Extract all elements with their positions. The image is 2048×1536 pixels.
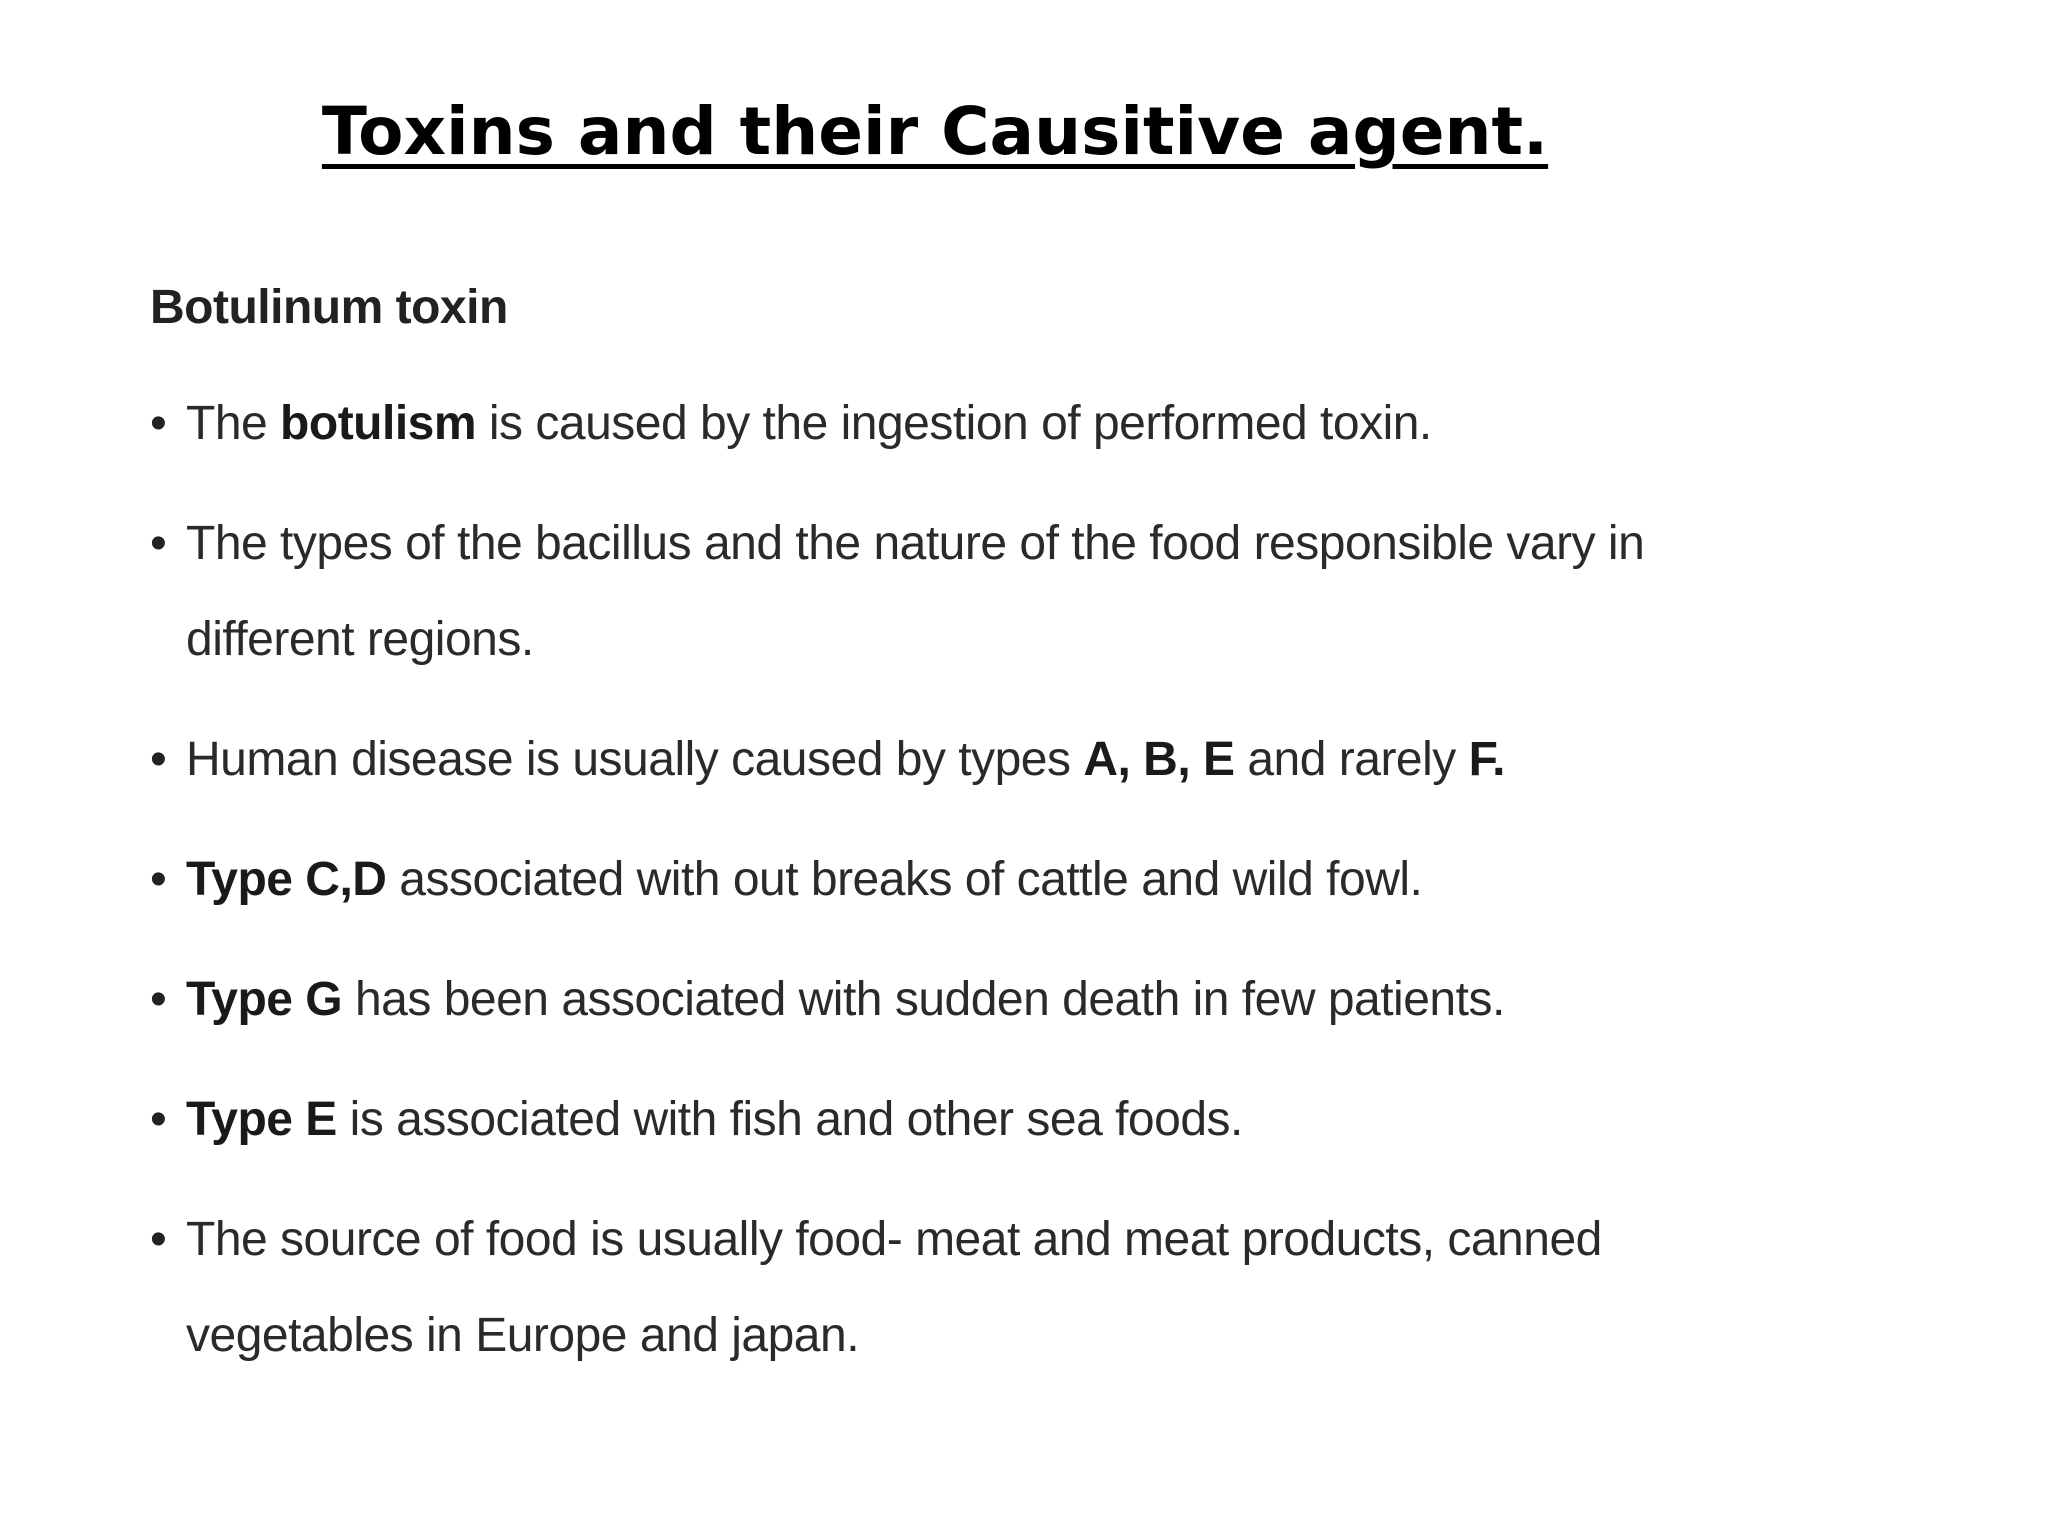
bullet-bold-text: A, B, E bbox=[1083, 733, 1235, 786]
bullet-item bbox=[150, 496, 1710, 688]
bullet-list bbox=[150, 376, 1710, 1384]
bullet-item bbox=[150, 952, 1710, 1048]
bullet-bold-text: Type E bbox=[186, 1093, 337, 1146]
slide-content bbox=[150, 270, 1710, 1408]
bullet-item bbox=[150, 1192, 1710, 1384]
bullet-item bbox=[150, 1072, 1710, 1168]
bullet-text: Human disease is usually caused by types bbox=[186, 733, 1084, 786]
bullet-item bbox=[150, 376, 1710, 472]
bullet-bold-text: Type C,D bbox=[186, 853, 387, 906]
bullet-text: The types of the bacillus and the nature of the food responsible vary in different regions. bbox=[186, 517, 1645, 666]
bullet-item bbox=[150, 712, 1710, 808]
bullet-bold-text: F. bbox=[1468, 733, 1505, 786]
bullet-text: The bbox=[186, 397, 281, 450]
bullet-text: The source of food is usually food- meat and meat products, canned vegetables in Europe and japan. bbox=[186, 1213, 1602, 1362]
bullet-text: and rarely bbox=[1234, 733, 1469, 786]
slide-title: Toxins and their Causitive agent. bbox=[321, 93, 1549, 170]
section-heading: Botulinum toxin bbox=[150, 281, 508, 334]
bullet-text: associated with out breaks of cattle and wild fowl. bbox=[386, 853, 1423, 906]
bullet-bold-text: Type G bbox=[186, 973, 343, 1026]
bullet-text: has been associated with sudden death in few patients. bbox=[342, 973, 1505, 1026]
bullet-text: is associated with fish and other sea foods. bbox=[336, 1093, 1243, 1146]
bullet-text: is caused by the ingestion of performed toxin. bbox=[476, 397, 1432, 450]
bullet-item bbox=[150, 832, 1710, 928]
bullet-bold-text: botulism bbox=[280, 397, 477, 450]
